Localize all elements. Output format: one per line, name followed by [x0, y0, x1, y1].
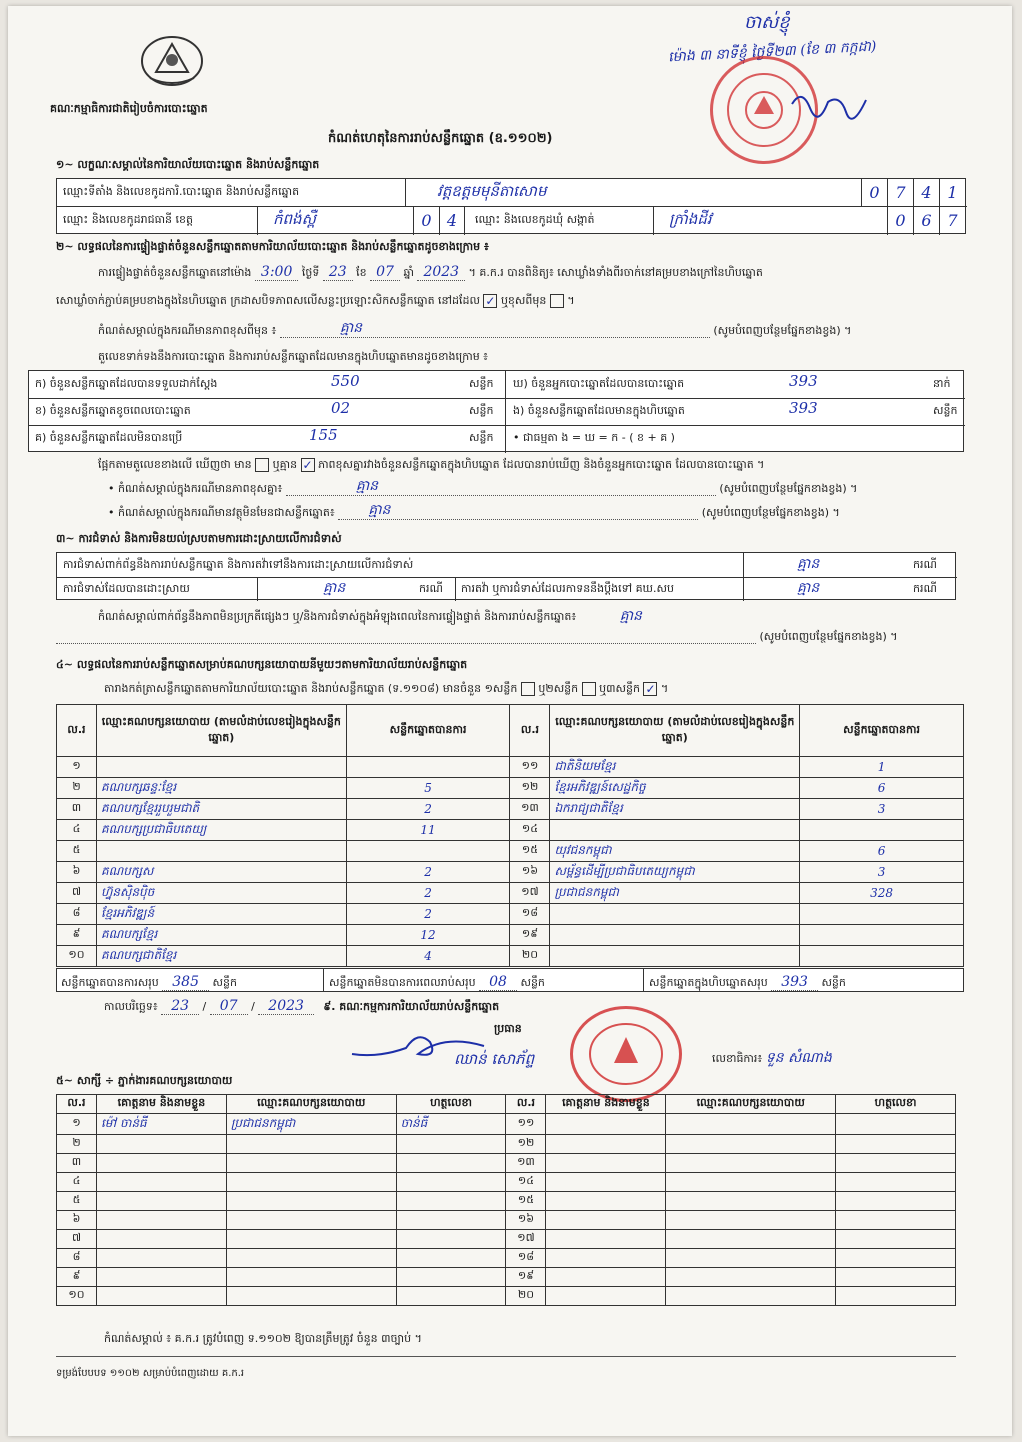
- section-5-title: ៥~ សាក្សី ÷ ភ្នាក់ងារគណបក្សនយោបាយ: [56, 1074, 233, 1087]
- witness-party: [666, 1230, 836, 1249]
- party-votes: 328: [800, 883, 964, 904]
- committee-seal-icon: [586, 1019, 666, 1089]
- witness-signature: [396, 1287, 506, 1306]
- witness-party: [226, 1211, 396, 1230]
- party-row: [57, 883, 964, 904]
- witness-name: [96, 1211, 226, 1230]
- witness-signature: [836, 1114, 956, 1135]
- sec1-row2-label: ឈ្មោះ និងលេខកូដរាជធានី ខេត្ត: [63, 213, 193, 226]
- sec3-note-value: គ្មាន: [619, 608, 642, 624]
- party-name: គណបក្សជាតិខ្មែរ: [96, 946, 346, 967]
- witness-party: [666, 1154, 836, 1173]
- witness-no: ១២: [506, 1135, 546, 1154]
- party-no: ១៤: [510, 820, 550, 841]
- witness-no: ១៧: [506, 1230, 546, 1249]
- witness-signature: [396, 1173, 506, 1192]
- party-name: សម្ព័ន្ធដើម្បីប្រជាធិបតេយ្យកម្ពុជា: [550, 862, 800, 883]
- party-name: [550, 925, 800, 946]
- party-no: ១០: [57, 946, 97, 967]
- party-row: [57, 778, 964, 799]
- note1-value: គ្មាន: [355, 478, 379, 494]
- witness-party: [666, 1192, 836, 1211]
- witness-party: [666, 1211, 836, 1230]
- objection-box: ការជំទាស់ពាក់ព័ន្ធនឹងការរាប់សន្លឹកឆ្នោត និងការតវ៉ាទៅនឹងការដោះស្រាយលើការជំទាស់ គ្មាន ករណី ការជំទាស់ដែលបានដោះស្រាយ គ្មាន ករណី ការតវ៉ា ឬការជំទាស់ដែលរកាទននឹងប្តឹងទៅ គឃ.សប គ្មាន ករណី: [56, 552, 956, 600]
- witness-name: [96, 1287, 226, 1306]
- witness-row: [57, 1211, 956, 1230]
- check-time: 3:00: [255, 264, 298, 281]
- witness-signature: [836, 1287, 956, 1306]
- witness-signature: [396, 1268, 506, 1287]
- witness-name: [96, 1173, 226, 1192]
- party-row: [57, 904, 964, 925]
- sec2-line2: សោឃ្លាំចាក់ភ្ជាប់គម្របខាងក្នុងនៃហិបឆ្នោត ក្រដាសបិទភាពសលើសន្លះប្រឡោះសិកសន្លឹកឆ្នោត នៅដដែល ✓ ឬខុសពីមុន ។: [56, 294, 575, 308]
- ka-value: 550: [331, 372, 360, 390]
- party-row: [57, 946, 964, 967]
- witness-signature: [836, 1173, 956, 1192]
- witness-signature: [396, 1249, 506, 1268]
- footer-text: ទម្រង់បែបបទ ១១០២ សម្រាប់បំពេញដោយ គ.ក.រ: [56, 1368, 245, 1379]
- three-sheet-checkbox[interactable]: ✓: [645, 682, 656, 696]
- province-value: កំពង់ស្ពឺ: [273, 210, 316, 228]
- resolved-value: គ្មាន: [323, 580, 346, 596]
- sec4-intro: តារាងកត់ត្រាសន្លឹកឆ្នោតតាមការិយាល័យបោះឆ្នោត និងរាប់សន្លឹកឆ្នោត (ទ.១១០៨) មានចំនួន ១សន្លឹក ឬ២សន្លឹក ឬ៣សន្លឹក ✓ ។: [104, 682, 669, 696]
- party-name: [550, 946, 800, 967]
- witness-no: ១៤: [506, 1173, 546, 1192]
- total-valid: 385: [162, 974, 209, 991]
- party-row: [57, 925, 964, 946]
- witness-party: [226, 1154, 396, 1173]
- party-votes: 5: [346, 778, 510, 799]
- party-row: [57, 757, 964, 778]
- party-votes: 6: [800, 841, 964, 862]
- witness-party: [666, 1114, 836, 1135]
- witness-row: [57, 1135, 956, 1154]
- witness-body: [57, 1114, 956, 1306]
- objection-label: ការជំទាស់ពាក់ព័ន្ធនឹងការរាប់សន្លឹកឆ្នោត និងការតវ៉ាទៅនឹងការដោះស្រាយលើការជំទាស់: [63, 558, 414, 571]
- has-difference-checkbox[interactable]: [255, 458, 269, 472]
- section-4-title: ៤~ លទ្ធផលនៃការរាប់សន្លឹកឆ្នោតសម្រាប់គណបក្សនយោបាយនីមួយៗតាមការិយាល័យរាប់សន្លឹកឆ្នោត: [56, 658, 468, 671]
- date-month: 07: [210, 998, 248, 1015]
- party-no: ១៣: [510, 799, 550, 820]
- party-votes: 1: [800, 757, 964, 778]
- party-name: [96, 841, 346, 862]
- witness-name: [546, 1287, 666, 1306]
- witness-signature: [836, 1268, 956, 1287]
- footer-divider: [56, 1356, 956, 1357]
- ngo-label: ង) ចំនួនសន្លឹកឆ្នោតដែលមានក្នុងហិបឆ្នោត: [513, 404, 685, 417]
- document-page: [8, 6, 1012, 1436]
- witness-signature: [836, 1154, 956, 1173]
- party-no: ៦: [57, 862, 97, 883]
- witness-no: ៨: [57, 1249, 97, 1268]
- witness-no: ១៦: [506, 1211, 546, 1230]
- witness-party: ប្រជាជនកម្ពុជា: [226, 1114, 396, 1135]
- party-name: ប្រជាជនកម្ពុជា: [550, 883, 800, 904]
- party-votes: 3: [800, 862, 964, 883]
- witness-row: [57, 1114, 956, 1135]
- party-name: ជាតិនិយមខ្មែរ: [550, 757, 800, 778]
- party-votes: [800, 946, 964, 967]
- note2-line: • កំណត់សម្គាល់ក្នុងករណីមានវត្ថុមិនមែនជាសន្លឹកឆ្នោត៖ គ្មាន (សូមបំពេញបន្ថែមផ្នែកខាងខ្វង) ។: [108, 502, 840, 519]
- party-votes: [346, 757, 510, 778]
- two-sheet-checkbox[interactable]: [582, 682, 596, 696]
- commune-digits: 0 6 7: [887, 207, 965, 235]
- party-no: ១៩: [510, 925, 550, 946]
- party-row: [57, 841, 964, 862]
- party-no: ៩: [57, 925, 97, 946]
- party-results-table: ល.រ ឈ្មោះគណបក្សនយោបាយ (តាមលំដាប់លេខរៀងក្នុងសន្លឹកឆ្នោត) សន្លឹកឆ្នោតបានការ ល.រ ឈ្មោះគណបក្សនយោបាយ (តាមលំដាប់លេខរៀងក្នុងសន្លឹកឆ្នោត) សន្លឹកឆ្នោតបានការ ១ ១១ ជាតិនិយមខ្មែរ 1 ២ គណបក្សឆន្ទៈខ្មែរ 5 ១២ ខ្មែរអភិវឌ្ឍន៍សេដ្ឋកិច្ច 6 ៣ គណបក្សខ្មែររួបរួមជាតិ 2 ១៣ ឯករាជ្យជាតិខ្មែរ 3 ៤ គណបក្សប្រជាធិបតេយ្យ 11 ១៤ ៥ ១៥ យុវជនកម្ពុជា 6 ៦ គណបក្សស 2 ១៦ សម្ព័ន្ធដើម្បីប្រជាធិបតេយ្យកម្ពុជា 3 ៧ ហ្វ៊ុនស៊ិនប៉ិច 2 ១៧ ប្រជាជនកម្ពុជា 328 ៨ ខ្មែរអភិវឌ្ឍន៍ 2 ១៨ ៩ គណបក្សខ្មែរ 12 ១៩ ១០ គណបក្សជាតិខ្មែរ 4 ២០: [56, 704, 964, 967]
- section-3-title: ៣~ ការជំទាស់ និងការមិនយល់ស្របតាមការដោះស្រាយលើការជំទាស់: [56, 532, 342, 545]
- difference-note-value: គ្មាន: [339, 320, 363, 336]
- chair-name: ឈាន់ សោភ័ព្ទ: [454, 1050, 535, 1068]
- witness-table: ល.រ គោត្តនាម និងនាមខ្លួន ឈ្មោះគណបក្សនយោបាយ ហត្ថលេខា ល.រ គោត្តនាម និងនាមខ្លួន ឈ្មោះគណបក្សនយោបាយ ហត្ថលេខា ១ ម៉ៅ ចាន់ធី ប្រជាជនកម្ពុជា ចាន់ធី ១១ ២ ១២ ៣ ១៣ ៤ ១៤ ៥ ១៥ ៦ ១៦ ៧ ១៧ ៨ ១៨ ៩ ១៩ ១០ ២០: [56, 1094, 956, 1306]
- witness-party: [666, 1249, 836, 1268]
- corner-note-2: ម៉ោង ៣ នាទីខ្ញុំ ថ្ងៃទី២៣ (ខែ ៣ កក្កដា): [667, 38, 877, 66]
- gho-value: 393: [789, 372, 818, 390]
- note1-line: • កំណត់សម្គាល់ក្នុងករណីមានភាពខុសគ្នា៖ គ្មាន (សូមបំពេញបន្ថែមផ្នែកខាងខ្វង) ។: [108, 478, 858, 495]
- witness-signature: [836, 1135, 956, 1154]
- witness-name: [546, 1249, 666, 1268]
- party-name: [96, 757, 346, 778]
- party-row: [57, 820, 964, 841]
- ko-label: គ) ចំនួនសន្លឹកឆ្នោតដែលមិនបានប្រើ: [35, 431, 183, 444]
- kha-value: 02: [331, 399, 351, 417]
- witness-name: [546, 1135, 666, 1154]
- appeal-label: ការតវ៉ា ឬការជំទាស់ដែលរកាទននឹងប្តឹងទៅ គឃ.សប: [461, 582, 674, 595]
- witness-no: ១: [57, 1114, 97, 1135]
- party-no: ២០: [510, 946, 550, 967]
- witness-name: [96, 1230, 226, 1249]
- date-year: 2023: [258, 998, 314, 1015]
- witness-party: [226, 1135, 396, 1154]
- objection-value: គ្មាន: [797, 556, 820, 572]
- sec2-intro: តួលេខទាក់ទងនឹងការបោះឆ្នោត និងការរាប់សន្លឹកឆ្នោតដែលមានក្នុងហិបឆ្នោតមានដូចខាងក្រោម ៖: [98, 350, 489, 363]
- witness-signature: [396, 1154, 506, 1173]
- ka-label: ក) ចំនួនសន្លឹកឆ្នោតដែលបានទទួលដាក់ស្តែង: [35, 377, 218, 390]
- witness-signature: ចាន់ធី: [396, 1114, 506, 1135]
- witness-name: [546, 1230, 666, 1249]
- secretary-line: លេខាធិការ៖ ទួន សំណាង: [712, 1050, 832, 1066]
- section-1-title: ១~ លក្ខណៈសម្គាល់នៃការិយាល័យបោះឆ្នោត និងរាប់សន្លឹកឆ្នោត: [56, 158, 320, 171]
- totals-row: សន្លឹកឆ្នោតបានការសរុប 385 សន្លឹក សន្លឹកឆ្នោតមិនបានការពេលរាប់សរុប 08 សន្លឹក សន្លឹកឆ្នោតក្នុងហិបឆ្នោតសរុប 393 សន្លឹក: [56, 968, 964, 992]
- sec2-line1: ការផ្ទៀងផ្ទាត់ចំនួនសន្លឹកឆ្នោតនៅម៉ោង 3:00 ថ្ងៃទី 23 ខែ 07 ឆ្នាំ 2023 ។ គ.ក.រ បានពិនិត្យ៖ សោឃ្លាំងទាំងពីរចាក់នៅគម្របខាងក្រៅនៃហិបឆ្នោត: [98, 264, 763, 280]
- party-no: ៤: [57, 820, 97, 841]
- witness-row: [57, 1192, 956, 1211]
- party-no: ៨: [57, 904, 97, 925]
- witness-row: [57, 1154, 956, 1173]
- witness-party: [666, 1268, 836, 1287]
- ko-value: 155: [309, 426, 338, 444]
- witness-name: ម៉ៅ ចាន់ធី: [96, 1114, 226, 1135]
- party-name: ខ្មែរអភិវឌ្ឍន៍សេដ្ឋកិច្ច: [550, 778, 800, 799]
- witness-name: [546, 1114, 666, 1135]
- same-checkbox[interactable]: ✓: [485, 294, 496, 308]
- party-name: គណបក្សស: [96, 862, 346, 883]
- corner-note-1: ចាស់ខ្ញុំ: [744, 12, 790, 33]
- sec1-row1-value: វត្តឧត្តមមុនីតាសោម: [437, 182, 547, 200]
- commune-label: ឈ្មោះ និងលេខកូដឃុំ សង្កាត់: [475, 213, 595, 226]
- witness-no: ១១: [506, 1114, 546, 1135]
- witness-party: [666, 1135, 836, 1154]
- witness-no: ១៩: [506, 1268, 546, 1287]
- sec1-row1: [57, 179, 967, 207]
- section-2-title: ២~ លទ្ធផលនៃការផ្ទៀងផ្ទាត់ចំនួនសន្លឹកឆ្នោតតាមការិយាល័យបោះឆ្នោត និងរាប់សន្លឹកឆ្នោតដូចខាងក្រោម ៖: [56, 240, 489, 253]
- witness-no: ១៨: [506, 1249, 546, 1268]
- party-votes: 4: [346, 946, 510, 967]
- sec3-note-line: កំណត់សម្គាល់ពាក់ព័ន្ធនឹងភាពមិនប្រក្រតីផ្សេងៗ ឬ/និងការជំទាស់ក្នុងអំឡុងពេលនៃការផ្ទៀងផ្ទាត់ និងការរាប់សន្លឹកឆ្នោត៖ គ្មាន: [98, 608, 642, 624]
- party-votes: [346, 841, 510, 862]
- party-no: ១៦: [510, 862, 550, 883]
- party-row: [57, 862, 964, 883]
- witness-signature: [836, 1230, 956, 1249]
- ballot-figures-box: ក) ចំនួនសន្លឹកឆ្នោតដែលបានទទួលដាក់ស្តែង 550 សន្លឹក ខ) ចំនួនសន្លឹកឆ្នោតខូចពេលបោះឆ្នោត 02 សន្លឹក គ) ចំនួនសន្លឹកឆ្នោតដែលមិនបានប្រើ 155 សន្លឹក ឃ) ចំនួនអ្នកបោះឆ្នោតដែលបានបោះឆ្នោត 393 នាក់ ង) ចំនួនសន្លឹកឆ្នោតដែលមានក្នុងហិបឆ្នោត 393 សន្លឹក • ជាធម្មតា ង = ឃ = ក - ( ខ + គ ): [28, 370, 964, 452]
- party-no: ២: [57, 778, 97, 799]
- org-name: គណៈកម្មាធិការជាតិរៀបចំការបោះឆ្នោត: [50, 102, 208, 115]
- witness-no: ១៣: [506, 1154, 546, 1173]
- appeal-value: គ្មាន: [797, 580, 820, 596]
- party-no: ១២: [510, 778, 550, 799]
- different-checkbox[interactable]: [550, 294, 564, 308]
- witness-signature: [836, 1192, 956, 1211]
- witness-row: [57, 1173, 956, 1192]
- witness-row: [57, 1268, 956, 1287]
- party-votes: 2: [346, 799, 510, 820]
- sec5-note: កំណត់សម្គាល់ ៖ គ.ក.រ ត្រូវបំពេញ ទ.១១០២ ឱ្យបានត្រឹមត្រូវ ចំនួន ៣ច្បាប់ ។: [104, 1332, 422, 1345]
- date-day: 23: [161, 998, 199, 1015]
- sec1-row1-digits: 0 7 4 1: [861, 179, 965, 207]
- party-votes: 12: [346, 925, 510, 946]
- party-votes: 2: [346, 904, 510, 925]
- party-no: ៥: [57, 841, 97, 862]
- party-name: [550, 904, 800, 925]
- check-month: 07: [370, 264, 400, 281]
- party-row: [57, 799, 964, 820]
- resolved-label: ការជំទាស់ដែលបានដោះស្រាយ: [63, 582, 190, 595]
- check-year: 2023: [417, 264, 465, 281]
- sec3-note-line2: (សូមបំពេញបន្ថែមផ្នែកខាងខ្វង) ។: [56, 630, 956, 646]
- party-votes: 2: [346, 862, 510, 883]
- kha-label: ខ) ចំនួនសន្លឹកឆ្នោតខូចពេលបោះឆ្នោត: [35, 404, 191, 417]
- witness-no: ១៥: [506, 1192, 546, 1211]
- party-votes: 11: [346, 820, 510, 841]
- party-no: ១៧: [510, 883, 550, 904]
- sec2-line3: កំណត់សម្គាល់ក្នុងករណីមានភាពខុសពីមុន ៖ គ្មាន (សូមបំពេញបន្ថែមផ្នែកខាងខ្វង) ។: [98, 320, 852, 337]
- witness-signature: [396, 1135, 506, 1154]
- chair-label: ប្រធាន: [494, 1022, 522, 1035]
- sec1-box: [56, 178, 966, 234]
- party-no: ១: [57, 757, 97, 778]
- witness-name: [546, 1211, 666, 1230]
- witness-no: ៥: [57, 1192, 97, 1211]
- party-votes: 3: [800, 799, 964, 820]
- witness-signature: [396, 1211, 506, 1230]
- signature-icon: [788, 86, 868, 122]
- secretary-name: ទួន សំណាង: [765, 1050, 832, 1066]
- witness-name: [96, 1135, 226, 1154]
- witness-party: [226, 1173, 396, 1192]
- one-sheet-checkbox[interactable]: [521, 682, 535, 696]
- witness-no: ៦: [57, 1211, 97, 1230]
- party-no: ១៨: [510, 904, 550, 925]
- party-name: គណបក្សខ្មែរ: [96, 925, 346, 946]
- party-no: ៣: [57, 799, 97, 820]
- party-name: គណបក្សឆន្ទៈខ្មែរ: [96, 778, 346, 799]
- no-difference-checkbox[interactable]: ✓: [302, 458, 313, 472]
- party-no: ១១: [510, 757, 550, 778]
- witness-no: ២០: [506, 1287, 546, 1306]
- party-name: ខ្មែរអភិវឌ្ឍន៍: [96, 904, 346, 925]
- gho-label: ឃ) ចំនួនអ្នកបោះឆ្នោតដែលបានបោះឆ្នោត: [513, 377, 685, 390]
- witness-name: [96, 1192, 226, 1211]
- date-line: កាលបរិច្ឆេទ៖ 23 / 07 / 2023 ៩. គណៈកម្មការការិយាល័យរាប់សន្លឹកឆ្នោត: [104, 998, 500, 1014]
- party-name: យុវជនកម្ពុជា: [550, 841, 800, 862]
- total-invalid: 08: [479, 974, 517, 991]
- witness-name: [546, 1154, 666, 1173]
- note2-value: គ្មាន: [368, 502, 391, 518]
- sec1-row2: [57, 207, 967, 235]
- witness-no: ៧: [57, 1230, 97, 1249]
- party-name: [550, 820, 800, 841]
- witness-signature: [836, 1211, 956, 1230]
- party-votes: 6: [800, 778, 964, 799]
- witness-party: [226, 1230, 396, 1249]
- formula: • ជាធម្មតា ង = ឃ = ក - ( ខ + គ ): [513, 431, 675, 444]
- witness-row: [57, 1287, 956, 1306]
- witness-name: [96, 1249, 226, 1268]
- witness-row: [57, 1249, 956, 1268]
- check-day: 23: [323, 264, 353, 281]
- total-box: 393: [771, 974, 818, 991]
- compare-line: ផ្អែកតាមតួលេខខាងលើ ឃើញថា មាន ឬគ្មាន ✓ ភាពខុសគ្នារវាងចំនួនសន្លឹកឆ្នោតក្នុងហិបឆ្នោត ដែលបានរាប់ឃើញ និងចំនួនអ្នកបោះឆ្នោត ដែលបានបោះឆ្នោត ។: [98, 458, 765, 472]
- party-votes: [800, 925, 964, 946]
- witness-party: [226, 1268, 396, 1287]
- witness-signature: [396, 1192, 506, 1211]
- page-title: កំណត់ហេតុនៃការរាប់សន្លឹកឆ្នោត (ឧ.១១០២): [328, 131, 553, 146]
- witness-name: [96, 1154, 226, 1173]
- witness-signature: [836, 1249, 956, 1268]
- witness-party: [226, 1192, 396, 1211]
- witness-name: [96, 1268, 226, 1287]
- witness-no: ១០: [57, 1287, 97, 1306]
- witness-name: [546, 1192, 666, 1211]
- party-results-body: [57, 757, 964, 967]
- sec1-row1-label: ឈ្មោះទីតាំង និងលេខកូដការិ.បោះឆ្នោត និងរាប់សន្លឹកឆ្នោត: [63, 185, 300, 198]
- party-name: គណបក្សប្រជាធិបតេយ្យ: [96, 820, 346, 841]
- committee-stamp-icon: [570, 1006, 682, 1102]
- witness-name: [546, 1173, 666, 1192]
- witness-party: [226, 1249, 396, 1268]
- witness-no: ៣: [57, 1154, 97, 1173]
- party-no: ៧: [57, 883, 97, 904]
- witness-name: [546, 1268, 666, 1287]
- witness-signature: [396, 1230, 506, 1249]
- party-votes: [800, 820, 964, 841]
- witness-no: ២: [57, 1135, 97, 1154]
- ngo-value: 393: [789, 399, 818, 417]
- witness-party: [666, 1287, 836, 1306]
- party-votes: 2: [346, 883, 510, 904]
- commune-value: ក្រាំងដីវ: [669, 210, 712, 228]
- party-votes: [800, 904, 964, 925]
- party-name: ឯករាជ្យជាតិខ្មែរ: [550, 799, 800, 820]
- witness-party: [226, 1287, 396, 1306]
- party-name: ហ្វ៊ុនស៊ិនប៉ិច: [96, 883, 346, 904]
- province-digits: 0 4: [413, 207, 465, 235]
- nec-emblem-icon: [136, 32, 208, 90]
- witness-no: ៩: [57, 1268, 97, 1287]
- party-name: គណបក្សខ្មែររួបរួមជាតិ: [96, 799, 346, 820]
- party-no: ១៥: [510, 841, 550, 862]
- witness-party: [666, 1173, 836, 1192]
- witness-no: ៤: [57, 1173, 97, 1192]
- witness-row: [57, 1230, 956, 1249]
